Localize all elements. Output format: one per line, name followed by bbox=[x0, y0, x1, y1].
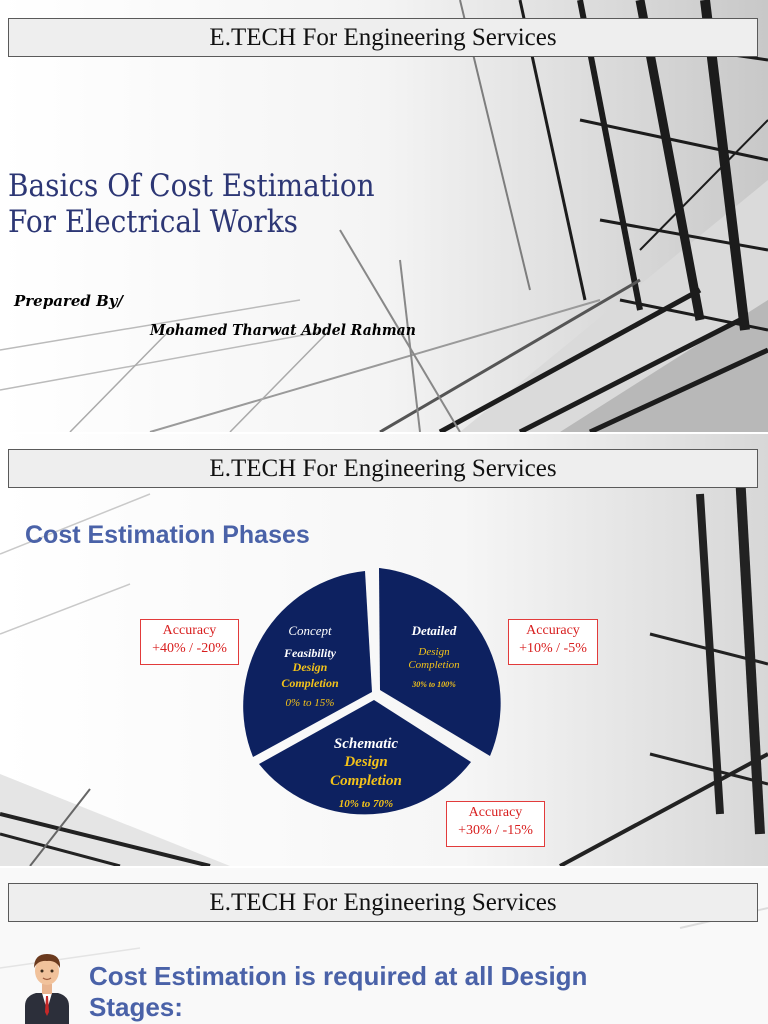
accuracy-label: Accuracy bbox=[468, 805, 523, 820]
accuracy-label: Accuracy bbox=[162, 623, 217, 638]
prepared-by-label: Prepared By/ bbox=[14, 292, 123, 310]
concept-name: Concept bbox=[288, 623, 332, 638]
title-line-1: Basics Of Cost Estimation bbox=[8, 168, 375, 204]
concept-label-completion: Completion bbox=[281, 676, 339, 690]
detailed-name: Detailed bbox=[411, 623, 457, 638]
accuracy-value: +40% / -20% bbox=[152, 641, 227, 656]
slide-design-stages bbox=[0, 868, 768, 1024]
phases-pie-chart bbox=[0, 434, 768, 866]
accuracy-box-detailed bbox=[508, 619, 598, 665]
schematic-name: Schematic bbox=[333, 736, 399, 752]
slide-title bbox=[0, 0, 768, 432]
detailed-range: 30% to 100% bbox=[412, 680, 456, 689]
section-title: Cost Estimation Phases bbox=[25, 521, 310, 549]
schematic-label-design: Design bbox=[344, 754, 388, 770]
header-banner: E.TECH For Engineering Services bbox=[8, 18, 758, 57]
accuracy-value: +10% / -5% bbox=[519, 641, 587, 656]
businessman-icon bbox=[20, 946, 74, 1024]
accuracy-value: +30% / -15% bbox=[458, 823, 533, 838]
accuracy-box-concept bbox=[140, 619, 239, 665]
concept-range: 0% to 15% bbox=[285, 697, 335, 709]
accuracy-box-schematic bbox=[446, 801, 545, 847]
schematic-range: 10% to 70% bbox=[338, 798, 394, 810]
concept-label-design: Design bbox=[292, 660, 328, 674]
author-name: Mohamed Tharwat Abdel Rahman bbox=[150, 321, 416, 339]
accuracy-label: Accuracy bbox=[526, 623, 580, 638]
section-title-line-1: Cost Estimation is required at all Design bbox=[89, 961, 588, 991]
header-banner: E.TECH For Engineering Services bbox=[8, 449, 758, 488]
slide-phases bbox=[0, 434, 768, 866]
section-title-line-2: Stages: bbox=[89, 992, 183, 1022]
header-banner: E.TECH For Engineering Services bbox=[8, 883, 758, 922]
concept-subtitle: Feasibility bbox=[284, 646, 336, 660]
detailed-label-design: Design bbox=[418, 646, 450, 658]
schematic-label-completion: Completion bbox=[330, 773, 402, 789]
detailed-label-completion: Completion bbox=[408, 659, 460, 671]
title-line-2: For Electrical Works bbox=[8, 204, 298, 240]
